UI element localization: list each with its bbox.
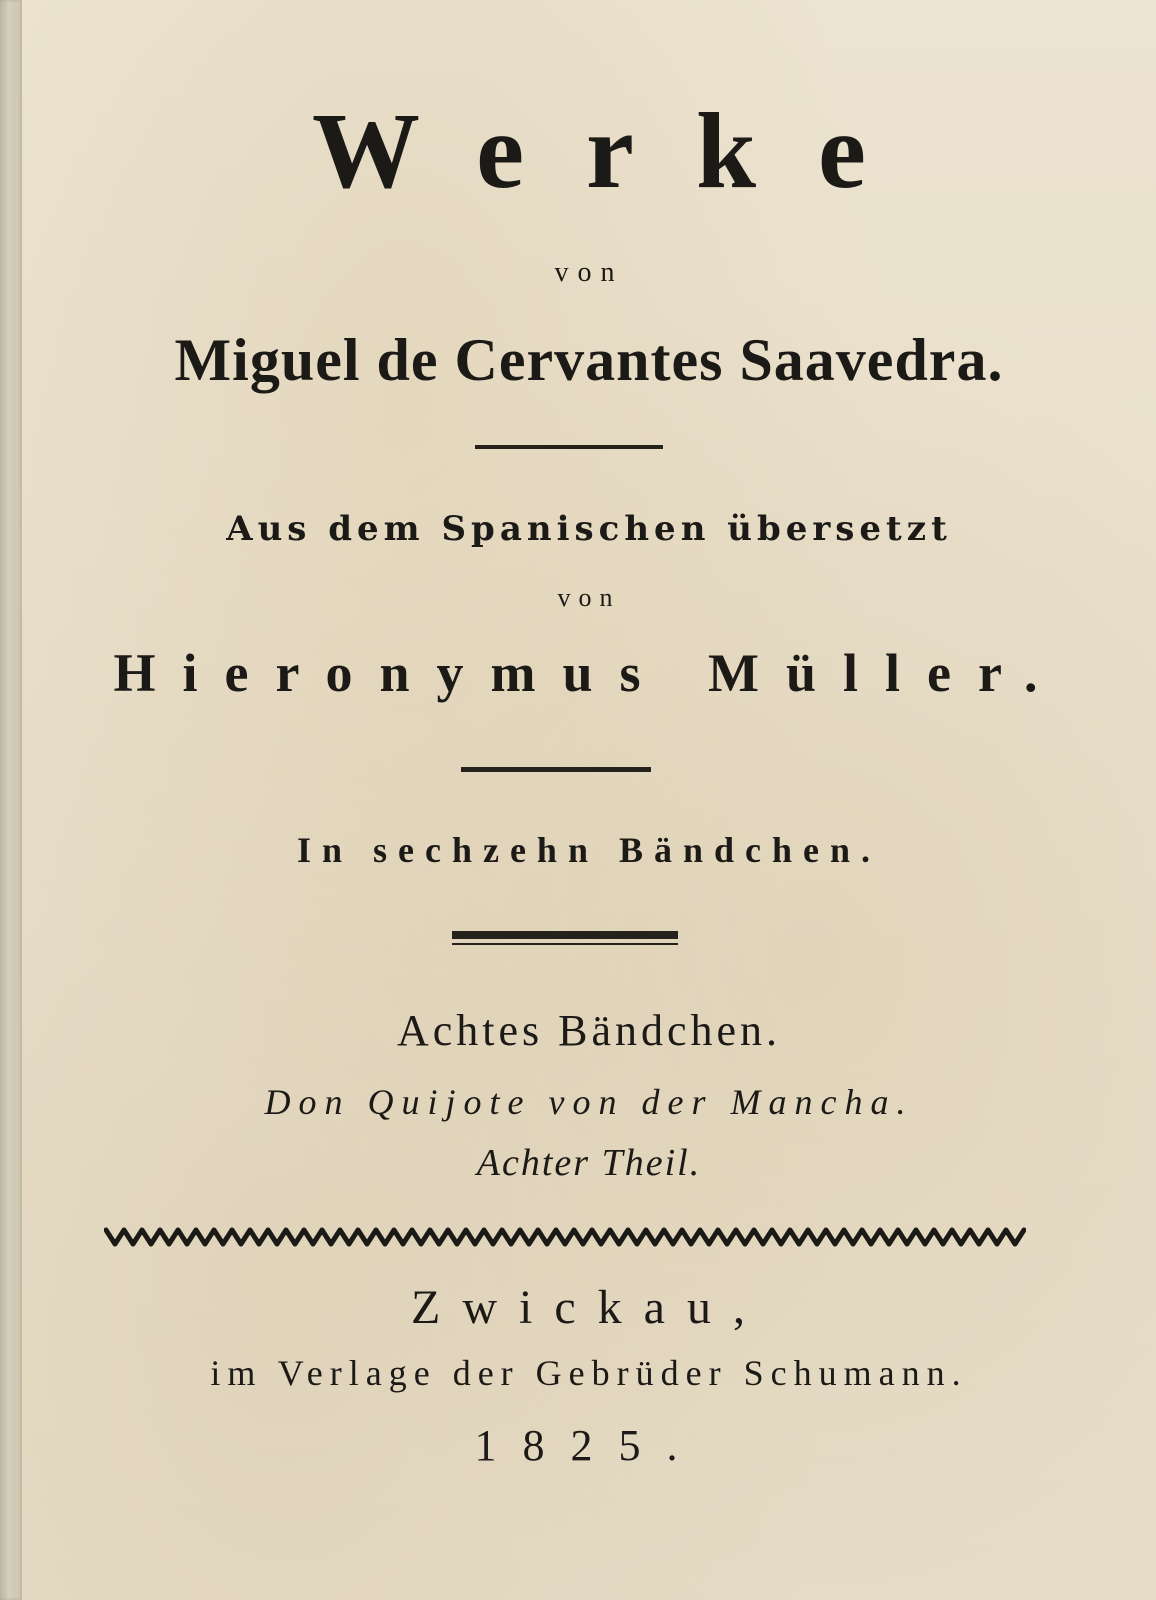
part-number: Achter Theil. — [476, 1142, 702, 1184]
divider-rule-3-thick — [452, 931, 678, 939]
volumes-note: In sechzehn Bändchen. — [296, 830, 882, 870]
book-title: Werke — [312, 92, 928, 211]
author-name: Miguel de Cervantes Saavedra. — [174, 327, 1004, 393]
book-binding-edge — [0, 0, 22, 1600]
work-title: Don Quijote von der Mancha. — [264, 1082, 914, 1122]
divider-rule-1 — [475, 445, 663, 449]
von-connector-author: von — [554, 257, 624, 288]
translator-name: Hieronymus Müller. — [113, 643, 1065, 703]
publication-city: Zwickau, — [411, 1281, 767, 1334]
publisher: im Verlage der Gebrüder Schumann. — [210, 1353, 968, 1393]
ornamental-wave-rule — [104, 1222, 1026, 1252]
publication-year: 1825. — [474, 1421, 704, 1470]
volume-number: Achtes Bändchen. — [396, 1006, 782, 1055]
divider-rule-2 — [461, 767, 651, 772]
divider-rule-3-thin — [452, 943, 678, 945]
translation-note: Aus dem Spanischen übersetzt — [226, 509, 952, 549]
von-connector-translator: von — [557, 583, 621, 612]
